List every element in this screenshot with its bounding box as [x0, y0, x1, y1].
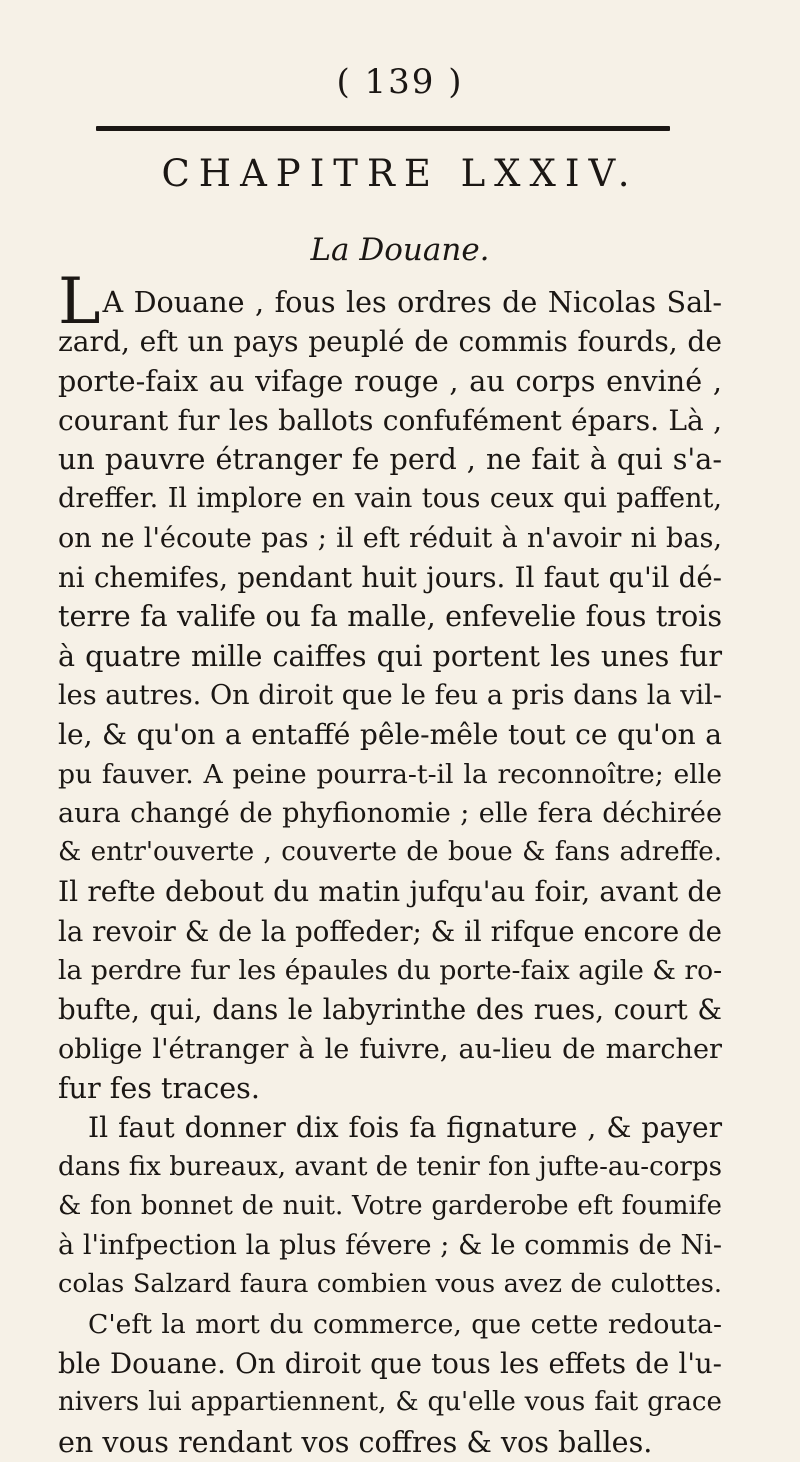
text-line: C'eft la mort du commerce, que cette redouta-: [88, 1308, 722, 1340]
text-line: en vous rendant vos coffres & vos balles.: [58, 1424, 653, 1459]
text-line: à quatre mille caiffes qui portent les unes fur: [58, 638, 722, 673]
text-line: bufte, qui, dans le labyrinthe des rues, court &: [58, 993, 722, 1027]
chapter-subtitle: La Douane.: [310, 232, 490, 268]
header-rule: [96, 126, 670, 131]
text-line: un pauvre étranger fe perd , ne fait à qui s'a-: [58, 442, 722, 477]
text-line: dans fix bureaux, avant de tenir fon jufte-au-corps: [58, 1151, 722, 1182]
text-line: la revoir & de la poffeder; & il rifque encore de: [58, 914, 722, 948]
page-number: ( 139 ): [336, 62, 464, 102]
text-line-content: A Douane , fous les ordres de Nicolas Sal-: [102, 285, 722, 319]
text-line: ble Douane. On diroit que tous les effets de l'u-: [58, 1347, 722, 1381]
text-line: porte-faix au vifage rouge , au corps enviné ,: [58, 363, 722, 398]
text-line: ni chemifes, pendant huit jours. Il faut qu'il dé-: [58, 561, 722, 595]
chapter-title: CHAPITRE LXXIV.: [161, 152, 639, 195]
drop-cap: L: [58, 265, 101, 339]
text-line: terre fa valife ou fa malle, enfevelie fous trois: [58, 599, 722, 634]
text-line: & fon bonnet de nuit. Votre garderobe eft foumife: [58, 1190, 722, 1221]
text-line: zard, eft un pays peuplé de commis fourds, de: [58, 325, 722, 359]
text-line: fur fes traces.: [58, 1070, 260, 1105]
text-line: les autres. On diroit que le feu a pris dans la vil-: [58, 679, 722, 711]
text-line: oblige l'étranger à le fuivre, au-lieu de marcher: [58, 1033, 722, 1065]
text-line: on ne l'écoute pas ; il eft réduit à n'avoir ni bas,: [58, 522, 722, 554]
text-line: pu fauver. A peine pourra-t-il la reconnoître; elle: [58, 758, 722, 790]
body-text: [58, 265, 723, 1462]
text-line: le, & qu'on a entaffé pêle-mêle tout ce qu'on a: [58, 718, 722, 752]
text-line: Il faut donner dix fois fa fignature , & payer: [88, 1111, 722, 1145]
text-line: aura changé de phyfionomie ; elle fera déchirée: [58, 797, 722, 829]
text-line: nivers lui appartiennent, & qu'elle vous fait grace: [58, 1387, 722, 1418]
text-line: Il refte debout du matin jufqu'au foir, avant de: [58, 875, 722, 909]
text-line: colas Salzard faura combien vous avez de culottes.: [58, 1269, 722, 1300]
text-line: courant fur les ballots confufément épars. Là ,: [58, 403, 722, 437]
text-line: la perdre fur les épaules du porte-faix agile & ro-: [58, 955, 723, 987]
text-line: & entr'ouverte , couverte de boue & fans adreffe.: [58, 837, 722, 868]
text-line: dreffer. Il implore en vain tous ceux qui paffent,: [58, 483, 722, 515]
text-line: à l'infpection la plus févere ; & le commis de Ni-: [58, 1230, 722, 1262]
text-line: [58, 265, 722, 339]
